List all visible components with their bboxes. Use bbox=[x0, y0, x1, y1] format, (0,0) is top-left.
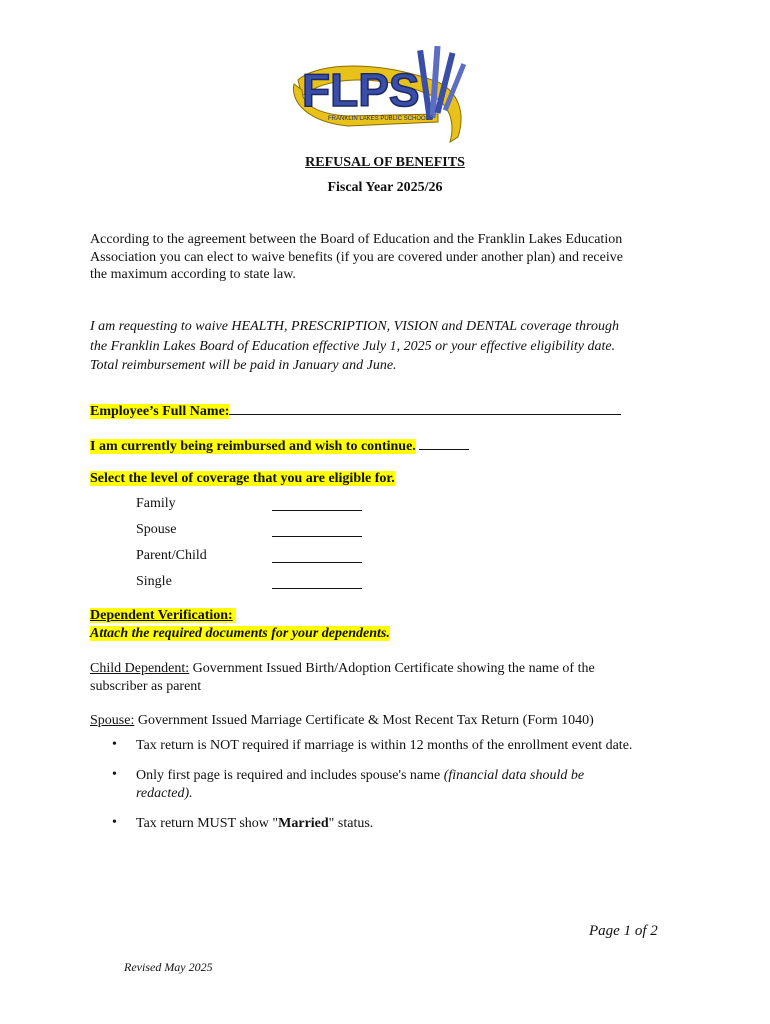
coverage-family-field[interactable] bbox=[272, 496, 362, 511]
coverage-option-parent-child: Parent/Child bbox=[136, 548, 207, 563]
fiscal-year: Fiscal Year 2025/26 bbox=[327, 180, 443, 195]
bullet-first-page: Only first page is required and includes spouse's name (financial data should be redacted). bbox=[136, 768, 585, 801]
coverage-spouse-field[interactable] bbox=[272, 522, 362, 537]
waiver-request: I am requesting to waive HEALTH, PRESCRIPTION, VISION and DENTAL coverage through the Franklin Lakes Board of Education effective July 1, 2025 or your effective eligibility date. Total reimbursement will be paid in January and June. bbox=[90, 319, 619, 373]
coverage-heading-row bbox=[90, 471, 395, 487]
logo-text: FLPS bbox=[302, 64, 420, 116]
page-number: Page 1 of 2 bbox=[589, 923, 658, 939]
svg-text:FRANKLIN LAKES PUBLIC SCHOOLS: FRANKLIN LAKES PUBLIC SCHOOLS bbox=[328, 116, 434, 122]
employee-name-row bbox=[90, 401, 621, 420]
coverage-option-family: Family bbox=[136, 496, 176, 511]
coverage-option-single: Single bbox=[136, 574, 172, 589]
bullet-married-status: Tax return MUST show "Married" status. bbox=[136, 816, 374, 831]
spouse-paragraph: Spouse: Government Issued Marriage Certificate & Most Recent Tax Return (Form 1040) bbox=[90, 713, 594, 728]
revision-date: Revised May 2025 bbox=[124, 960, 213, 974]
reimbursed-label: I am currently being reimbursed and wish to continue. bbox=[90, 439, 416, 454]
coverage-option-spouse: Spouse bbox=[136, 522, 177, 537]
employee-name-label: Employee’s Full Name: bbox=[90, 404, 230, 419]
dependent-heading: Dependent Verification: bbox=[90, 608, 233, 623]
coverage-parent-child-field[interactable] bbox=[272, 548, 362, 563]
bullet-tax-not-required: Tax return is NOT required if marriage is within 12 months of the enrollment event date. bbox=[136, 738, 633, 753]
flps-logo bbox=[288, 42, 478, 150]
form-title: REFUSAL OF BENEFITS bbox=[305, 155, 465, 170]
employee-name-field[interactable] bbox=[229, 401, 621, 415]
coverage-heading: Select the level of coverage that you are eligible for. bbox=[90, 471, 395, 486]
bullet-icon: • bbox=[112, 767, 117, 782]
dependent-subheading: Attach the required documents for your dependents. bbox=[90, 626, 390, 641]
bullet-icon: • bbox=[112, 737, 117, 752]
coverage-single-field[interactable] bbox=[272, 574, 362, 589]
spouse-label: Spouse: bbox=[90, 713, 135, 728]
bullet-icon: • bbox=[112, 815, 117, 830]
child-dependent-label: Child Dependent: bbox=[90, 661, 190, 676]
child-dependent-paragraph: Child Dependent: Government Issued Birth/Adoption Certificate showing the name of the subscriber as parent bbox=[90, 661, 595, 694]
reimbursed-row bbox=[90, 436, 469, 455]
dependent-verification bbox=[90, 607, 390, 643]
intro-paragraph: According to the agreement between the Board of Education and the Franklin Lakes Education Association you can elect to waive benefits (if you are covered under another plan) and receive the maximum according to state law. bbox=[90, 232, 623, 282]
reimbursed-field[interactable] bbox=[419, 436, 469, 450]
